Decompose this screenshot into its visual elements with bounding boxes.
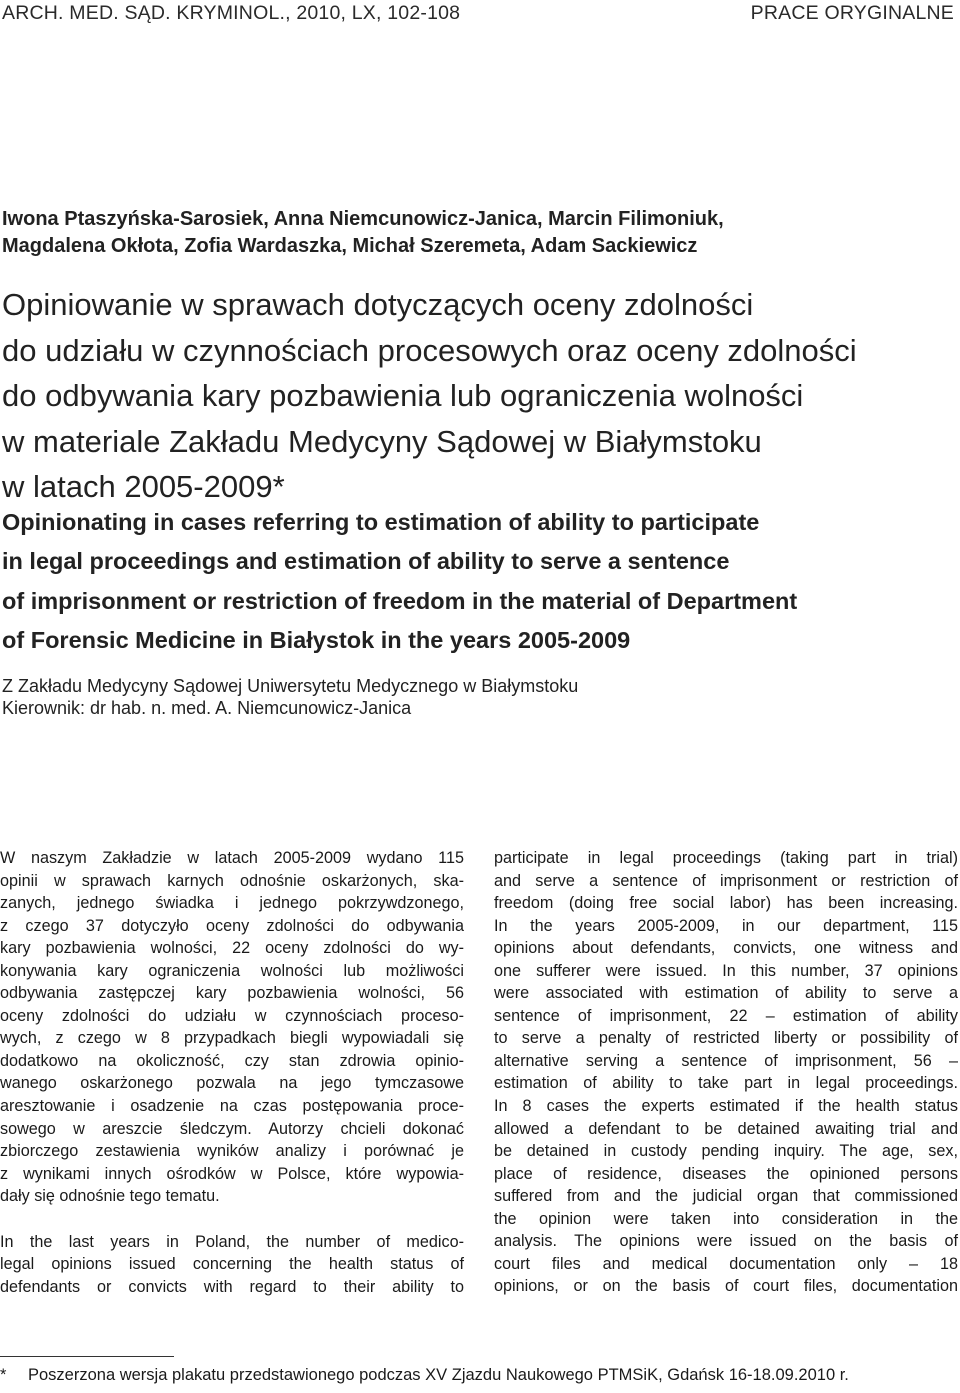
abstract-english-start (0, 1231, 464, 1299)
abstract-line: opinions about defendants, convicts, one witness and (494, 939, 958, 958)
abstract-line: be detained in custody pending inquiry. The age, sex, (494, 1142, 958, 1161)
footnote-mark: * (0, 1366, 7, 1384)
title-line: of imprisonment or restriction of freedom in the material of Department (2, 587, 798, 614)
abstract-line: z wynikami innych ośrodków w Polsce, które wypowia- (0, 1164, 464, 1183)
abstract-line: In the years 2005-2009, in our department, 115 (494, 916, 958, 935)
title-line: do odbywania kary pozbawienia lub ograniczenia wolności (2, 378, 804, 413)
abstract-line: odbywania zastępczej kary pozbawienia wolności, 56 (0, 984, 464, 1003)
abstract-line: dodatkowo na okoliczność, czy stan zdrowia opinio- (0, 1051, 464, 1070)
title-english (2, 503, 960, 660)
title-polish (2, 282, 960, 510)
abstract-line: oceny zdolności do udziału w czynnościach proceso- (0, 1006, 464, 1025)
abstract-line: wanego oskarżonego pozwala na jego tymczasowe (0, 1074, 464, 1093)
abstract-polish (0, 847, 464, 1208)
journal-citation: ARCH. MED. SĄD. KRYMINOL., 2010, LX, 102-108 (2, 2, 461, 24)
abstract-line: In the last years in Poland, the number of medico- (0, 1232, 464, 1251)
abstract-line: estimation of ability to take part in legal proceedings. (494, 1074, 958, 1093)
abstract-line: aresztowanie i osadzenie na czas postępowania proce- (0, 1097, 464, 1116)
article-type-label: PRACE ORYGINALNE (750, 2, 954, 24)
abstract-line: zbiorczego zestawienia wyników analizy i porównać je (0, 1142, 464, 1161)
abstract-line: sentence of imprisonment, 22 – estimation of ability (494, 1006, 958, 1025)
abstract-line: court files and medical documentation only – 18 (494, 1254, 958, 1273)
abstract-right-column (494, 847, 958, 1298)
abstract-line: suffered from and the judicial organ that commissioned (494, 1187, 958, 1206)
title-line: Opiniowanie w sprawach dotyczących oceny zdolności (2, 287, 754, 322)
footnote-divider (0, 1356, 174, 1357)
abstract-line: freedom (doing free social labor) has been increasing. (494, 894, 958, 913)
title-line: Opinionating in cases referring to estimation of ability to participate (2, 509, 760, 535)
footnote-text: Poszerzona wersja plakatu przedstawionego podczas XV Zjazdu Naukowego PTMSiK, Gdańsk 16-18.09.2010 r. (28, 1366, 849, 1384)
abstract-line: konywania kary ograniczenia wolności lub możliwości (0, 961, 464, 980)
abstract-line: the opinion were taken into consideration in the (494, 1209, 958, 1228)
abstract-line: participate in legal proceedings (taking part in trial) (494, 849, 958, 867)
abstract-line: alternative serving a sentence of imprisonment, 56 – (494, 1051, 958, 1070)
institution-name: Z Zakładu Medycyny Sądowej Uniwersytetu Medycznego w Białymstoku (2, 676, 579, 696)
abstract-line: dały się odnośnie tego tematu. (0, 1187, 220, 1206)
abstract-line: legal opinions issued concerning the health status of (0, 1255, 464, 1274)
author-line: Magdalena Okłota, Zofia Wardaszka, Michał Szeremeta, Adam Sackiewicz (2, 235, 698, 257)
abstract-line: kary pozbawienia wolności, 22 oceny zdolności do wy- (0, 939, 464, 958)
abstract-left-column (0, 847, 464, 1298)
abstract-line: place of residence, diseases the opinioned persons (494, 1164, 958, 1183)
title-line: w materiale Zakładu Medycyny Sądowej w Białymstoku (2, 423, 762, 459)
abstract-line: wych, z czego w 8 przypadkach biegli wypowiadali się (0, 1029, 464, 1048)
department-head: Kierownik: dr hab. n. med. A. Niemcunowicz-Janica (2, 698, 412, 718)
abstract-line: opinions, or on the basis of court files, documentation (494, 1277, 958, 1296)
abstract-line: z czego 37 dotyczyło oceny zdolności do odbywania (0, 916, 464, 935)
abstract-line: analysis. The opinions were issued on the basis of (494, 1232, 958, 1251)
abstract-line: In 8 cases the experts estimated if the health status (494, 1097, 958, 1116)
affiliation (2, 675, 578, 719)
title-line: in legal proceedings and estimation of ability to serve a sentence (2, 548, 730, 575)
abstract-line: opinii w sprawach karnych odnośnie oskarżonych, ska- (0, 871, 464, 890)
abstract-line: W naszym Zakładzie w latach 2005-2009 wydano 115 (0, 849, 464, 867)
title-line: w latach 2005-2009* (2, 469, 285, 504)
abstract-line: zanych, jednego świadka i jednego pokrzywdzonego, (0, 894, 464, 913)
author-list (2, 206, 942, 260)
abstract-line: were associated with estimation of ability to serve a (494, 984, 958, 1003)
abstract-line: one sufferer were issued. In this number, 37 opinions (494, 961, 958, 980)
abstract-line: sowego w areszcie śledczym. Autorzy chcieli dokonać (0, 1119, 464, 1138)
footnote (0, 1366, 849, 1385)
abstract-line: to serve a penalty of restricted liberty or possibility of (494, 1029, 958, 1048)
title-line: of Forensic Medicine in Białystok in the years 2005-2009 (2, 626, 631, 653)
abstract-line: and serve a sentence of imprisonment or restriction of (494, 871, 958, 890)
abstract-line: allowed a defendant to be detained awaiting trial and (494, 1119, 958, 1138)
author-line: Iwona Ptaszyńska-Sarosiek, Anna Niemcunowicz-Janica, Marcin Filimoniuk, (2, 208, 724, 230)
title-line: do udziału w czynnościach procesowych oraz oceny zdolności (2, 332, 857, 368)
abstract-line: defendants or convicts with regard to their ability to (0, 1277, 464, 1296)
